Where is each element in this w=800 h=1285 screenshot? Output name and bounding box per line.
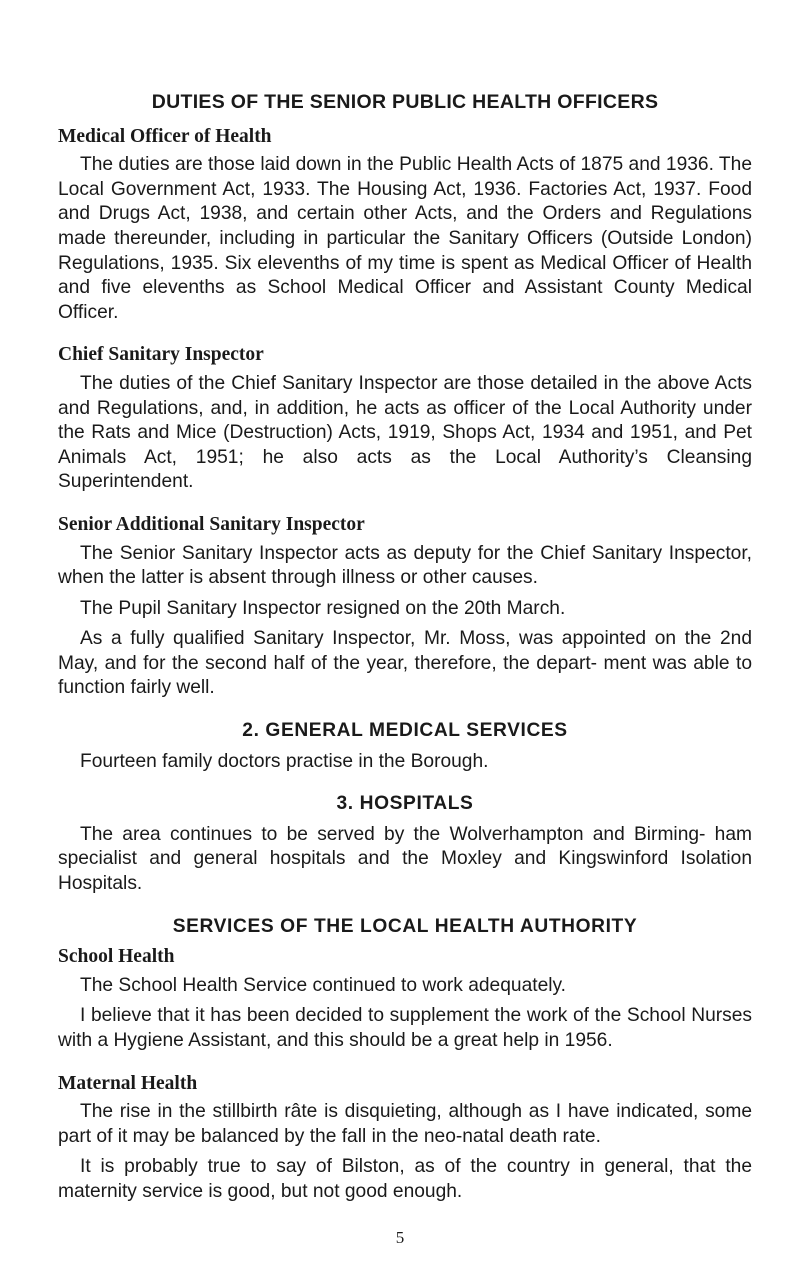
section-heading: Senior Additional Sanitary Inspector bbox=[58, 513, 365, 535]
centered-heading: SERVICES OF THE LOCAL HEALTH AUTHORITY bbox=[172, 915, 638, 937]
section-heading: Medical Officer of Health bbox=[58, 125, 272, 147]
paragraph: Fourteen family doctors practise in the Borough. bbox=[80, 750, 489, 772]
section-general-medical-services bbox=[58, 719, 752, 774]
section-hospitals bbox=[58, 792, 752, 896]
section-medical-officer bbox=[58, 125, 752, 326]
paragraph: The duties are those laid down in the Public Health Acts of 1875 and 1936. The Local Government Act, 1933. The Housing Act, 1936. Factories Act, 1937. Food and Drugs Act, 1938, and certain other Acts, and the Orders and Regulations made thereunder, including in particular the Sanitary Officers (Outside London) Regulations, 1935. Six elevenths of my time is spent as Medical Officer of Health and five elevenths as School Medical Officer and Assistant County Medical Officer. bbox=[58, 154, 752, 323]
section-heading: School Health bbox=[58, 946, 175, 968]
paragraph: The rise in the stillbirth râte is disquieting, although as I have indicated, some part of it may be balanced by the fall in the neo-natal death rate. bbox=[58, 1101, 752, 1147]
document-page bbox=[58, 90, 752, 1223]
section-senior-additional-inspector bbox=[58, 513, 752, 701]
page-number: 5 bbox=[395, 1228, 405, 1247]
section-school-health bbox=[58, 945, 752, 1053]
section-heading: Chief Sanitary Inspector bbox=[58, 344, 264, 366]
paragraph: The Pupil Sanitary Inspector resigned on the 20th March. bbox=[80, 597, 566, 619]
paragraph: The School Health Service continued to work adequately. bbox=[80, 974, 567, 996]
paragraph: As a fully qualified Sanitary Inspector, Mr. Moss, was appointed on the 2nd May, and for the second half of the year, therefore, the depart- ment was able to function fairly well. bbox=[58, 628, 752, 699]
section-heading: Maternal Health bbox=[58, 1072, 198, 1094]
paragraph: It is probably true to say of Bilston, as of the country in general, that the maternity service is good, but not good enough. bbox=[58, 1156, 752, 1202]
centered-heading: 2. GENERAL MEDICAL SERVICES bbox=[242, 720, 568, 742]
paragraph: The duties of the Chief Sanitary Inspector are those detailed in the above Acts and Regulations, and, in addition, he acts as officer of the Local Authority under the Rats and Mice (Destruction) Acts, 1919, Shops Act, 1934 and 1951, and Pet Animals Act, 1951; he also acts as the Local Authority’s Cleansing Superintendent. bbox=[58, 372, 752, 493]
paragraph: The Senior Sanitary Inspector acts as deputy for the Chief Sanitary Inspector, when the latter is absent through illness or other causes. bbox=[58, 542, 752, 589]
paragraph: I believe that it has been decided to supplement the work of the School Nurses with a Hygiene Assistant, and this should be a great help in 1956. bbox=[58, 1005, 752, 1051]
section-maternal-health bbox=[58, 1072, 752, 1205]
centered-heading: 3. HOSPITALS bbox=[336, 793, 474, 815]
paragraph: The area continues to be served by the Wolverhampton and Birming- ham specialist and general hospitals and the Moxley and Kingswinford Isolation Hospitals. bbox=[58, 823, 752, 895]
page-title: DUTIES OF THE SENIOR PUBLIC HEALTH OFFICERS bbox=[151, 91, 659, 113]
section-chief-sanitary-inspector bbox=[58, 343, 752, 495]
